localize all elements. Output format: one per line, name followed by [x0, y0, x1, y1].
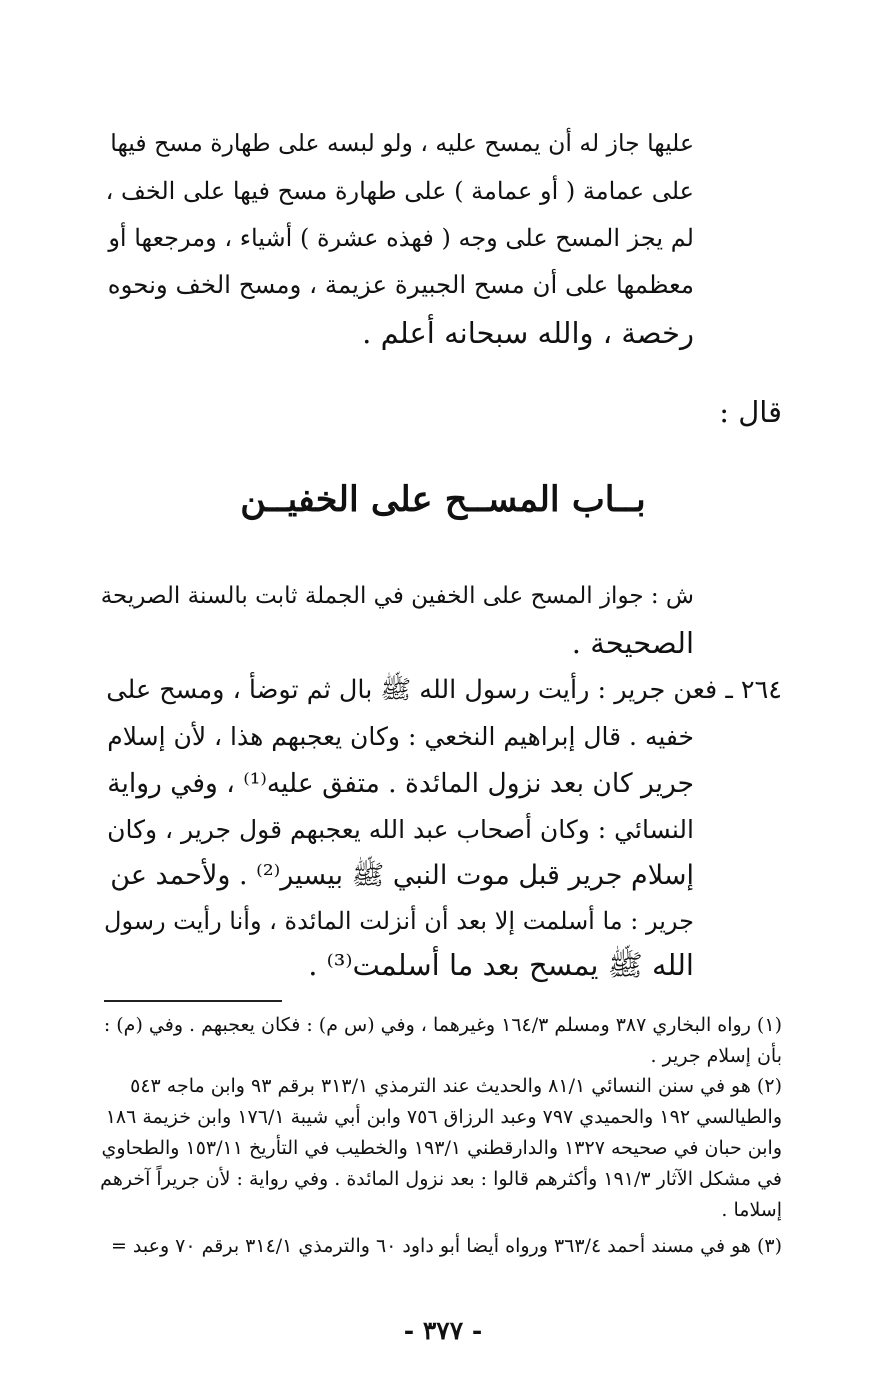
footnote-line: بأن إسلام جرير .: [650, 1045, 782, 1067]
intro-line: على عمامة ( أو عمامة ) على طهارة مسح فيها على الخف ،: [105, 177, 694, 205]
hadith-line: النسائي : وكان أصحاب عبد الله يعجبهم قول جرير ، وكان: [107, 815, 694, 844]
footnote-line: وابن حبان في صحيحه ١٣٢٧ والدارقطني ١٩٣/١ والخطيب في التأريخ ١٥٣/١١ والطحاوي: [101, 1137, 782, 1159]
footnote-line: (٢) هو في سنن النسائي ٨١/١ والحديث عند الترمذي ٣١٣/١ برقم ٩٣ وابن ماجه ٥٤٣: [130, 1075, 782, 1097]
intro-line: معظمها على أن مسح الجبيرة عزيمة ، ومسح الخف ونحوه: [107, 270, 694, 299]
intro-line: رخصة ، والله سبحانه أعلم .: [362, 316, 694, 350]
footnote-line: (١) رواه البخاري ٣٨٧ ومسلم ١٦٤/٣ وغيرهما ، وفي (س م) : فكان يعجبهم . وفي (م) :: [103, 1014, 782, 1036]
hadith-line: جرير : ما أسلمت إلا بعد أن أنزلت المائدة ، وأنا رأيت رسول: [104, 907, 694, 935]
hadith-line: جرير كان بعد نزول المائدة . متفق عليه⁽¹⁾ ، وفي رواية: [107, 768, 694, 799]
footnote-line: (٣) هو في مسند أحمد ٣٦٣/٤ ورواه أيضا أبو داود ٦٠ والترمذي ٣١٤/١ برقم ٧٠ وعبد =: [110, 1235, 782, 1257]
chapter-heading: بــاب المســح على الخفيــن: [240, 479, 646, 520]
hadith-line: ٢٦٤ ـ فعن جرير : رأيت رسول الله ﷺ بال ثم توضأ ، ومسح على: [106, 675, 782, 705]
footnote-line: في مشكل الآثار ١٩١/٣ وأكثرهم قالوا : بعد نزول المائدة . وفي رواية : لأن جريراً آخرهم: [100, 1168, 782, 1190]
hadith-line: إسلام جرير قبل موت النبي ﷺ بيسير⁽²⁾ . ولأحمد عن: [110, 860, 694, 891]
commentary-line: ش : جواز المسح على الخفين في الجملة ثابت بالسنة الصريحة: [100, 583, 694, 609]
intro-line: عليها جاز له أن يمسح عليه ، ولو لبسه على طهارة مسح فيها: [110, 129, 694, 157]
footnote-line: إسلاما .: [721, 1199, 782, 1221]
footnote-separator: [104, 1000, 282, 1002]
qal-label: قال :: [719, 395, 782, 429]
commentary-line: الصحيحة .: [571, 626, 694, 660]
hadith-line: خفيه . قال إبراهيم النخعي : وكان يعجبهم هذا ، لأن إسلام: [107, 722, 694, 751]
intro-line: لم يجز المسح على وجه ( فهذه عشرة ) أشياء ، ومرجعها أو: [108, 224, 694, 252]
hadith-line: الله ﷺ يمسح بعد ما أسلمت⁽³⁾ .: [308, 948, 694, 982]
page-number: - ٣٧٧ -: [403, 1316, 483, 1345]
footnote-line: والطيالسي ١٩٢ والحميدي ٧٩٧ وعبد الرزاق ٧٥٦ وابن أبي شيبة ١٧٦/١ وابن خزيمة ١٨٦: [105, 1106, 782, 1128]
